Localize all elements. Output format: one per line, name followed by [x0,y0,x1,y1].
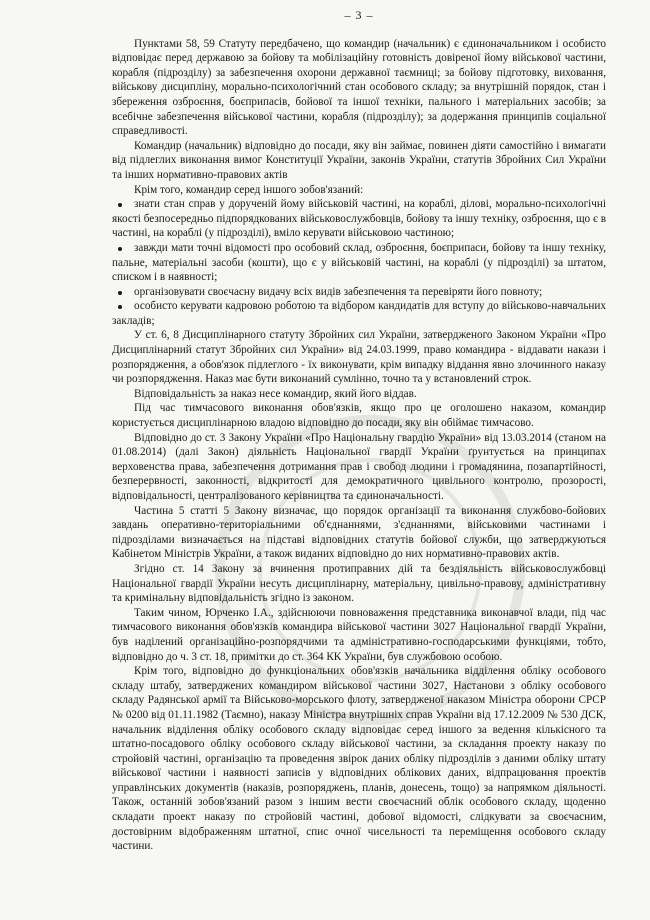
paragraph-article-5: Частина 5 статті 5 Закону визначає, що порядок організації та виконання службово-бойових завдань оперативно-територіальними об'єднаннями, з'єднаннями, військовими частинами і підрозділами визначається на підставі відповідних статутів бойової служби, що затверджуються Кабінетом Міністрів України, а також виданих відповідно до них нормативно-правових актів. [112,504,606,561]
paragraph-commander-duties: Командир (начальник) відповідно до посади, яку він займає, повинен діяти самостійно і вимагати від підлеглих виконання вимог Конституції України, законів України, статутів Збройних Сил України та інших нормативно-правових актів [112,139,606,181]
bullet-icon [118,291,122,295]
paragraph-functional-duties: Крім того, відповідно до функціональних обов'язків начальника відділення обліку особового складу штабу, затверджених командиром військової частини 3027, Настанови з обліку особового складу Радянської армії та Військово-морського флоту, затвердженої наказом Міністра оборони СРСР № 0200 від 01.11.1982 (Таємно), наказу Міністра внутрішніх справ України від 17.12.2009 № 530 ДСК, начальник відділення обліку особового складу відповідає серед іншого за ведення кількісного та штатно-посадового обліку особового складу військової частини, за складання проекту наказу по стройовій частині, організацію та проведення звірок даних обліку підрозділів з даними обліку штату військової частини і наявності записів у відповідних облікових даних, відпрацювання проектів управлінських документів (наказів, розпоряджень, планів, донесень, тощо) за напрямком діяльності. Також, останній зобов'язаний разом з іншим вести своєчасний облік особового складу, щоденно складати проект наказу по стройовій частині, добової відомості, слідкувати за своєчасним, достовірним відображенням штатної, спис очної чисельності та переміщення особового складу частини. [112,665,606,853]
list-item [112,285,606,300]
page-number: – 3 – [344,8,374,22]
bullet-icon [118,203,122,207]
list-item-text: організовувати своєчасну видачу всіх видів забезпечення та перевіряти його повноту; [134,285,543,298]
paragraph-official-person: Таким чином, Юрченко І.А., здійснюючи повноваження представника виконавчої влади, під час тимчасового виконання обов'язків командира військової частини 3027 Національної гвардії України, був наділений організаційно-розпорядчими та адміністративно-господарськими функціями, тобто, відповідно до ч. 3 ст. 18, примітки до ст. 364 КК України, був службовою особою. [112,606,606,663]
obligations-list [112,197,606,328]
paragraph-statute: Пунктами 58, 59 Статуту передбачено, що командир (начальник) є єдиноначальником і особисто відповідає перед державою за бойову та мобілізаційну готовність довіреної йому військової частини, корабля (підрозділу) за забезпечення охорони державної таємниці; за бойову підготовку, виховання, військову дисципліну, морально-психологічний стан особового складу; за внутрішній порядок, стан і збереження озброєння, боєприпасів, бойової та іншої техніки, пального і матеріальних засобів; за всебічне забезпечення військової частини, корабля (підрозділу); за додержання принципів соціальної справедливості. [112,37,606,138]
paragraph-order-responsibility: Відповідальність за наказ несе командир, який його віддав. [134,387,417,400]
list-item [112,299,606,328]
bullet-icon [118,305,122,309]
paragraph-article-14: Згідно ст. 14 Закону за вчинення протиправних дій та бездіяльність військовослужбовці Національної гвардії України несуть дисциплінарну, матеріальну, цивільно-правову, адміністративну та кримінальну відповідальність згідно із законом. [112,562,606,605]
list-item-text: знати стан справ у дорученій йому військовій частині, на кораблі, ділові, морально-психологічні якості безпосередньо підпорядкованих військовослужбовців, бойову та іншу техніку, озброєння, що є в частині, на кораблі (у підрозділі), вміло керувати військовою частиною; [112,198,606,240]
list-item [112,197,606,241]
paragraph-temporary-duties: Під час тимчасового виконання обов'язків, якщо про це оголошено наказом, командир користується дисциплінарною владою відповідно до посади, яку він обіймає тимчасово. [112,402,606,430]
list-item-text: завжди мати точні відомості про особовий склад, озброєння, боєприпаси, бойову та іншу техніку, пальне, матеріальні засоби (кошти), що є у військовій частині, на кораблі (у підрозділі) за штатом, списком і в наявності; [112,241,606,284]
paragraph-obligations-intro: Крім того, командир серед іншого зобов'язаний: [134,183,364,196]
bullet-icon [118,247,122,251]
paragraph-national-guard-law: Відповідно до ст. 3 Закону України «Про Національну гвардію України» від 13.03.2014 (станом на 01.08.2014) (далі Закон) діяльність Національної гвардії України ґрунтується на принципах верховенства права, забезпечення дотримання прав і свобод людини і громадянина, позапартійності, безперервності, законності, відкритості для демократичного цивільного контролю, прозорості, відповідальності, централізованого керівництва та єдиноначальності. [112,431,606,502]
list-item [112,241,606,285]
list-item-text: особисто керувати кадровою роботою та відбором кандидатів для вступу до військово-навчальних закладів; [112,300,606,327]
paragraph-disciplinary-statute: У ст. 6, 8 Дисциплінарного статуту Збройних сил України, затвердженого Законом України «Про Дисциплінарний статут Збройних сил України» від 24.03.1999, право командира - віддавати накази і розпорядження, а обов'язок підлеглого - їх виконувати, крім випадку віддання явно злочинного наказу чи розпорядження. Наказ має бути виконаний сумлінно, точно та у встановлений строк. [112,329,606,386]
